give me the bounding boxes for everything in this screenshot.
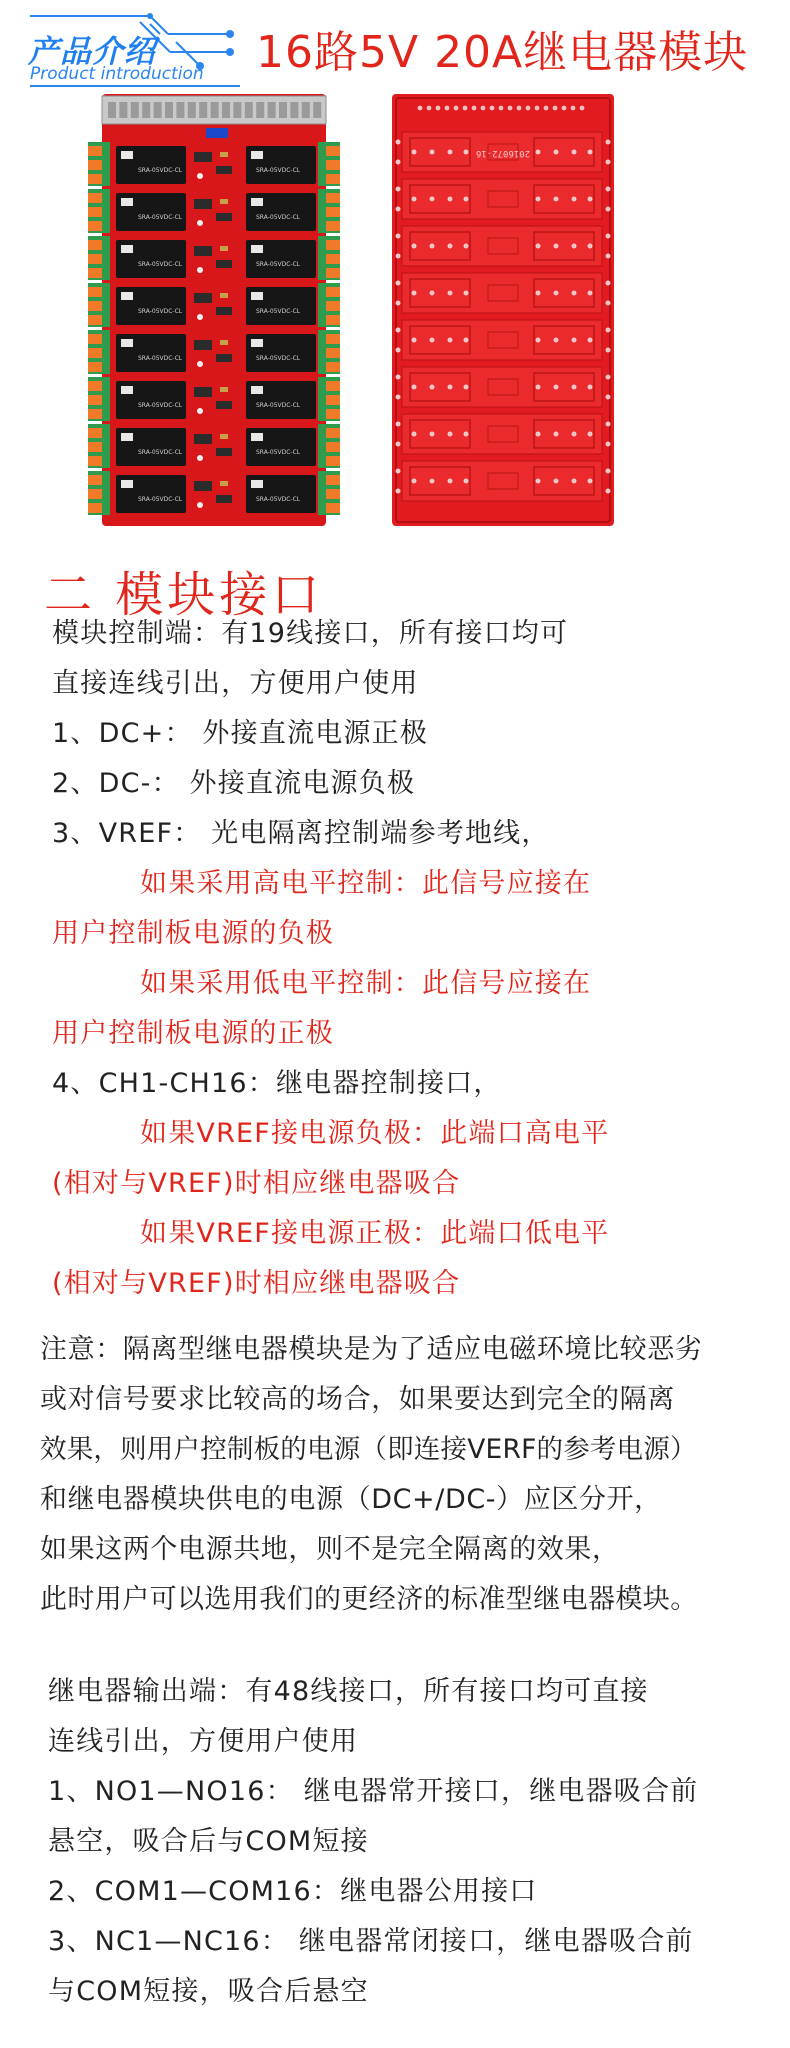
svg-text:SRA-05VDC-CL: SRA-05VDC-CL: [138, 402, 183, 409]
blue-jumper: [206, 128, 228, 138]
svg-text:SRA-05VDC-CL: SRA-05VDC-CL: [138, 496, 183, 503]
svg-text:SRA-05VDC-CL: SRA-05VDC-CL: [138, 214, 183, 221]
vref-low-line1: 如果采用低电平控制：此信号应接在: [140, 968, 592, 999]
vref-high-line1: 如果采用高电平控制：此信号应接在: [140, 868, 592, 899]
logo-cn-text: 产品介绍: [28, 34, 156, 70]
dc-minus-line: 2、DC-： 外接直流电源负极: [52, 768, 416, 799]
svg-text:SRA-05VDC-CL: SRA-05VDC-CL: [256, 261, 301, 268]
no-line2: 悬空，吸合后与COM短接: [48, 1826, 369, 1857]
svg-text:SRA-05VDC-CL: SRA-05VDC-CL: [256, 167, 301, 174]
com-line: 2、COM1—COM16：继电器公用接口: [48, 1876, 538, 1907]
svg-text:SRA-05VDC-CL: SRA-05VDC-CL: [138, 308, 183, 315]
svg-text:SRA-05VDC-CL: SRA-05VDC-CL: [256, 402, 301, 409]
control-intro-line1: 模块控制端：有19线接口，所有接口均可: [52, 618, 569, 649]
ch-neg-line1: 如果VREF接电源负极：此端口高电平: [140, 1118, 610, 1149]
output-intro-line1: 继电器输出端：有48线接口，所有接口均可直接: [48, 1676, 649, 1707]
note-line6: 此时用户可以选用我们的更经济的标准型继电器模块。: [40, 1584, 698, 1615]
svg-text:SRA-05VDC-CL: SRA-05VDC-CL: [138, 449, 183, 456]
back-board-label: 2016072-16: [475, 148, 531, 158]
svg-text:SRA-05VDC-CL: SRA-05VDC-CL: [256, 214, 301, 221]
ch-line: 4、CH1-CH16：继电器控制接口，: [52, 1068, 502, 1099]
note-line5: 如果这两个电源共地，则不是完全隔离的效果，: [40, 1534, 620, 1565]
note-line3: 效果，则用户控制板的电源（即连接VERF的参考电源）: [40, 1434, 697, 1465]
logo-en-text: Product introduction: [30, 64, 204, 84]
control-intro-line2: 直接连线引出，方便用户使用: [52, 668, 419, 699]
nc-line1: 3、NC1—NC16： 继电器常闭接口，继电器吸合前: [48, 1926, 694, 1957]
note-line4: 和继电器模块供电的电源（DC+/DC-）应区分开，: [40, 1484, 662, 1515]
ch-pos-line2: (相对与VREF)时相应继电器吸合: [52, 1268, 461, 1299]
relay-board-front-image: [88, 94, 340, 526]
output-intro-line2: 连线引出，方便用户使用: [48, 1726, 359, 1757]
ch-pos-line1: 如果VREF接电源正极：此端口低电平: [140, 1218, 610, 1249]
svg-text:SRA-05VDC-CL: SRA-05VDC-CL: [256, 449, 301, 456]
svg-text:SRA-05VDC-CL: SRA-05VDC-CL: [256, 308, 301, 315]
dc-plus-line: 1、DC+： 外接直流电源正极: [52, 718, 429, 749]
section-title: 二 模块接口: [44, 567, 324, 623]
vref-line: 3、VREF： 光电隔离控制端参考地线，: [52, 818, 550, 849]
svg-text:SRA-05VDC-CL: SRA-05VDC-CL: [138, 261, 183, 268]
page-title: 16路5V 20A继电器模块: [256, 27, 749, 78]
relay-board-back-photo: [392, 94, 614, 530]
relay-board-front-photo: [88, 94, 340, 530]
svg-text:SRA-05VDC-CL: SRA-05VDC-CL: [256, 355, 301, 362]
svg-text:SRA-05VDC-CL: SRA-05VDC-CL: [138, 355, 183, 362]
header-logo: [0, 0, 260, 92]
relay-board-back-image: [392, 94, 614, 526]
svg-text:SRA-05VDC-CL: SRA-05VDC-CL: [138, 167, 183, 174]
vref-low-line2: 用户控制板电源的正极: [52, 1018, 334, 1049]
svg-text:SRA-05VDC-CL: SRA-05VDC-CL: [256, 496, 301, 503]
nc-line2: 与COM短接，吸合后悬空: [48, 1976, 369, 2007]
note-line1: 注意：隔离型继电器模块是为了适应电磁环境比较恶劣: [40, 1334, 703, 1365]
ch-neg-line2: (相对与VREF)时相应继电器吸合: [52, 1168, 461, 1199]
vref-high-line2: 用户控制板电源的负极: [52, 918, 334, 949]
no-line1: 1、NO1—NO16： 继电器常开接口，继电器吸合前: [48, 1776, 699, 1807]
note-line2: 或对信号要求比较高的场合，如果要达到完全的隔离: [40, 1384, 675, 1415]
